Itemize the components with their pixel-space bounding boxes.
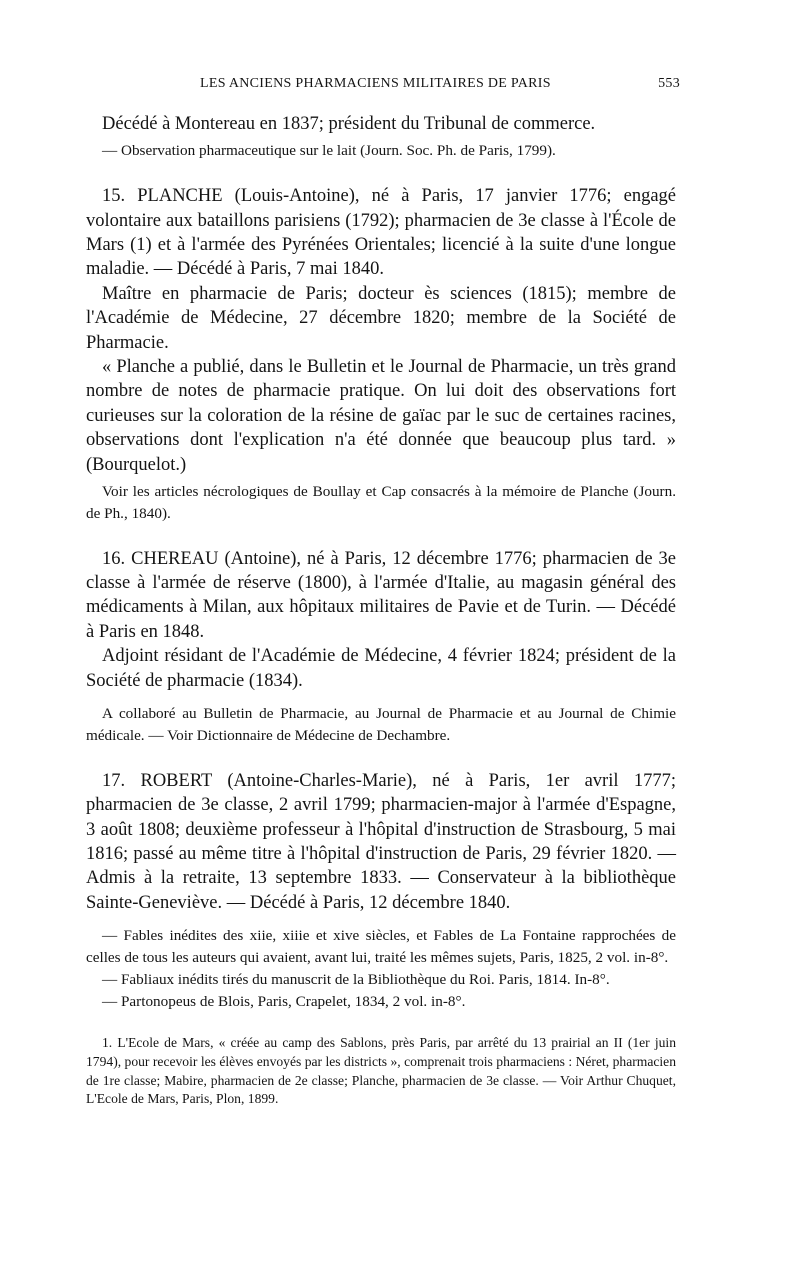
paragraph-observation-lait: — Observation pharmaceutique sur le lait (Journ. Soc. Ph. de Paris, 1799). [102, 142, 556, 160]
page-body [86, 112, 676, 1109]
paragraph-robert-fables: — Fables inédites des xiie, xiiie et xive siècles, et Fables de La Fontaine rapprochées de celles de tous les auteurs qui avaient, avant lui, traité les mêmes sujets, Paris, 1825, 2 vol. in-8°. [86, 927, 676, 966]
paragraph-chereau-publications: A collaboré au Bulletin de Pharmacie, au Journal de Pharmacie et au Journal de Chimie médicale. — Voir Dictionnaire de Médecine de Dechambre. [86, 705, 676, 744]
quote-bourquelot: « Planche a publié, dans le Bulletin et le Journal de Pharmacie, un très grand nombre de notes de pharmacie pratique. On lui doit des observations fort curieuses sur la coloration de la résine de gaïac par le suc de certaines racines, observations dont l'explication n'a été donnée que beaucoup plus tard. » (Bourquelot.) [86, 357, 676, 475]
footnote-1: 1. L'Ecole de Mars, « créée au camp des Sablons, près Paris, par arrêté du 13 prairial an II (1er juin 1794), pour recevoir les élèves envoyés par les districts », comprenait trois pharmaciens : Néret, pharmacien de 1re classe; Mabire, pharmacien de 2e classe; Planche, pharmacien de 3e classe. — Voir Arthur Chuquet, L'Ecole de Mars, Paris, Plon, 1899. [86, 1035, 676, 1107]
paragraph-robert-fabliaux: — Fabliaux inédits tirés du manuscrit de la Bibliothèque du Roi. Paris, 1814. In-8°. [102, 970, 610, 988]
entry-16-chereau: 16. CHEREAU (Antoine), né à Paris, 12 décembre 1776; pharmacien de 3e classe à l'armée de réserve (1800), à l'armée d'Italie, au magasin général des médicaments à Milan, aux hôpitaux militaires de Pavie et de Turin. — Décédé à Paris en 1848. [86, 548, 676, 642]
paragraph-deces-montereau: Décédé à Montereau en 1837; président du Tribunal de commerce. [102, 114, 596, 134]
paragraph-chereau-titres: Adjoint résidant de l'Académie de Médecine, 4 février 1824; président de la Société de pharmacie (1834). [86, 646, 676, 691]
paragraph-planche-titres: Maître en pharmacie de Paris; docteur ès sciences (1815); membre de l'Académie de Médecine, 27 décembre 1820; membre de la Société de Pharmacie. [86, 283, 676, 353]
entry-15-planche: 15. PLANCHE (Louis-Antoine), né à Paris, 17 janvier 1776; engagé volontaire aux bataillons parisiens (1792); pharmacien de 3e classe à l'École de Mars (1) et à l'armée des Pyrénées Orientales; licencié à la suite d'une longue maladie. — Décédé à Paris, 7 mai 1840. [86, 186, 676, 280]
page-number: 553 [658, 76, 680, 91]
entry-17-robert: 17. ROBERT (Antoine-Charles-Marie), né à Paris, 1er avril 1777; pharmacien de 3e classe, 2 avril 1799; pharmacien-major à l'armée d'Espagne, 3 août 1808; deuxième professeur à l'hôpital d'instruction de Strasbourg, 5 mai 1816; passé au même titre à l'hôpital d'instruction de Paris, 29 février 1820. — Admis à la retraite, 13 septembre 1833. — Conservateur à la bibliothèque Sainte-Geneviève. — Décédé à Paris, 12 décembre 1840. [86, 770, 676, 913]
paragraph-planche-necrologie: Voir les articles nécrologiques de Boullay et Cap consacrés à la mémoire de Planche (Journ. de Ph., 1840). [86, 483, 676, 522]
running-title: LES ANCIENS PHARMACIENS MILITAIRES DE PARIS [200, 76, 551, 91]
paragraph-robert-partonopeus: — Partonopeus de Blois, Paris, Crapelet, 1834, 2 vol. in-8°. [102, 992, 466, 1010]
